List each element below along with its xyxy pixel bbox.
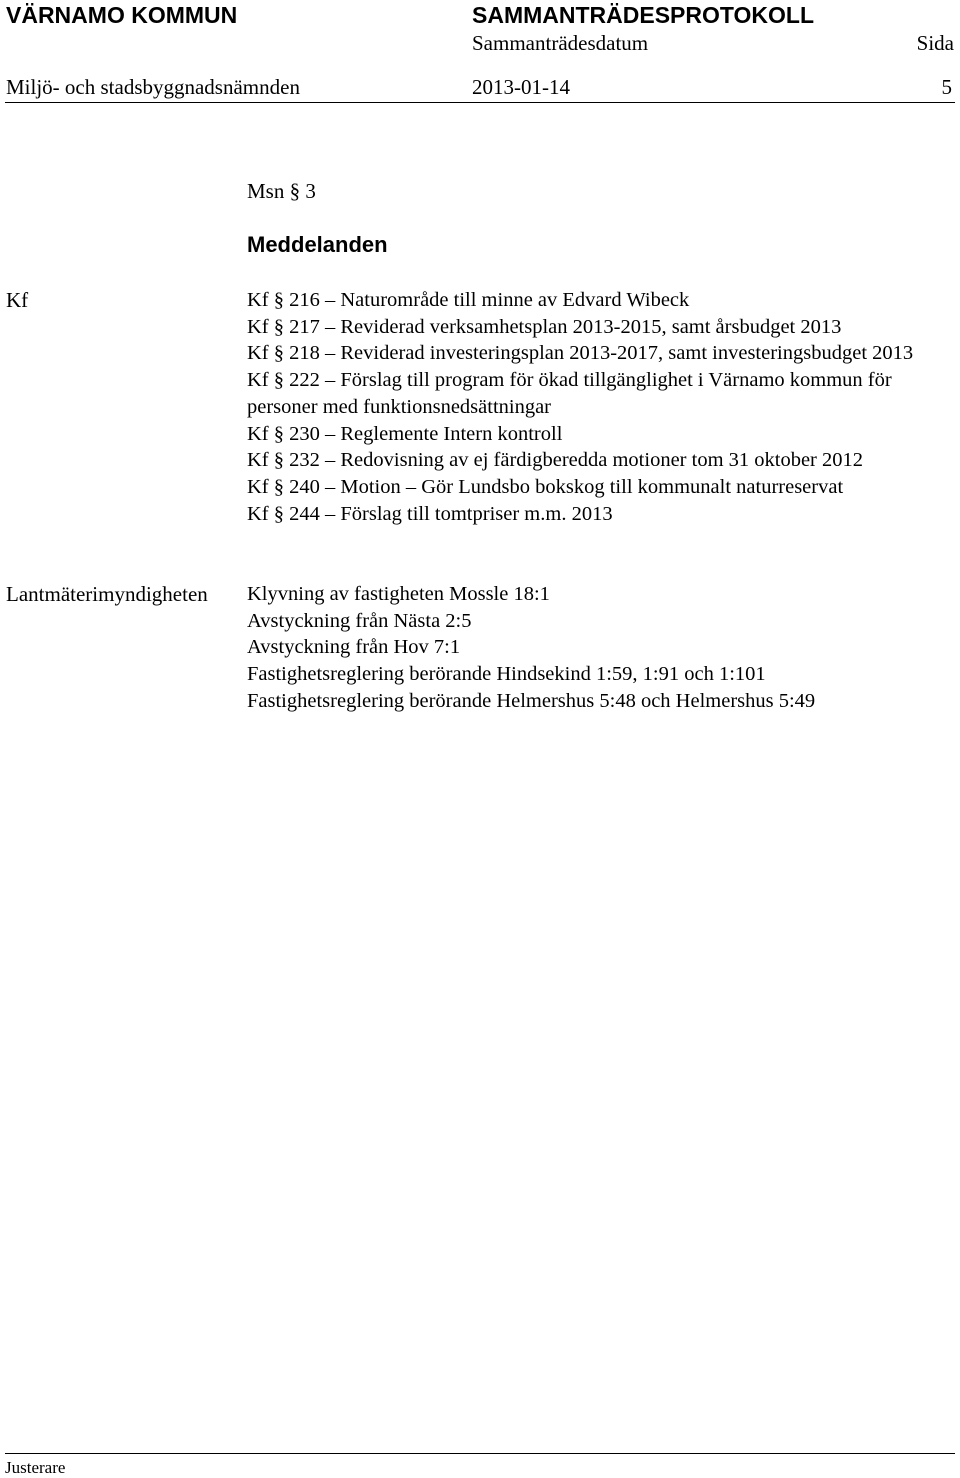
meeting-date: 2013-01-14 (472, 75, 570, 99)
page-number: 5 (941, 75, 952, 99)
list-item: Kf § 222 – Förslag till program för ökad tillgänglighet i Värnamo kommun för personer med funktionsnedsättningar (247, 369, 892, 418)
list-item: Kf § 232 – Redovisning av ej färdigberedda motioner tom 31 oktober 2012 (247, 449, 864, 472)
section-title: Meddelanden (247, 232, 388, 257)
footer-divider (5, 1453, 955, 1454)
message-list (247, 287, 950, 527)
list-item: Kf § 230 – Reglemente Intern kontroll (247, 422, 563, 445)
list-item: Kf § 216 – Naturområde till minne av Edvard Wibeck (247, 289, 690, 311)
page-label: Sida (916, 31, 954, 55)
list-item: Avstyckning från Hov 7:1 (247, 636, 461, 659)
group-label: Kf (6, 288, 29, 312)
list-item: Avstyckning från Nästa 2:5 (247, 609, 472, 632)
document-type: SAMMANTRÄDESPROTOKOLL (472, 2, 815, 28)
list-item: Kf § 244 – Förslag till tomtpriser m.m. 2013 (247, 502, 613, 525)
list-item: Klyvning av fastigheten Mossle 18:1 (247, 583, 550, 605)
paragraph-reference: Msn § 3 (247, 179, 316, 203)
organization-name: VÄRNAMO KOMMUN (6, 2, 238, 28)
list-item: Fastighetsreglering berörande Helmershus 5:48 och Helmershus 5:49 (247, 689, 816, 712)
message-list (247, 581, 950, 715)
footer-label: Justerare (5, 1458, 66, 1477)
list-item: Fastighetsreglering berörande Hindsekind 1:59, 1:91 och 1:101 (247, 663, 766, 686)
header-divider (5, 102, 955, 103)
committee-name: Miljö- och stadsbyggnadsnämnden (6, 75, 300, 99)
group-label: Lantmäterimyndigheten (6, 582, 208, 606)
list-item: Kf § 240 – Motion – Gör Lundsbo bokskog till kommunalt naturreservat (247, 475, 844, 498)
meeting-date-label: Sammanträdesdatum (472, 31, 649, 55)
list-item: Kf § 218 – Reviderad investeringsplan 2013-2017, samt investeringsbudget 2013 (247, 342, 914, 365)
list-item: Kf § 217 – Reviderad verksamhetsplan 2013-2015, samt årsbudget 2013 (247, 315, 842, 338)
